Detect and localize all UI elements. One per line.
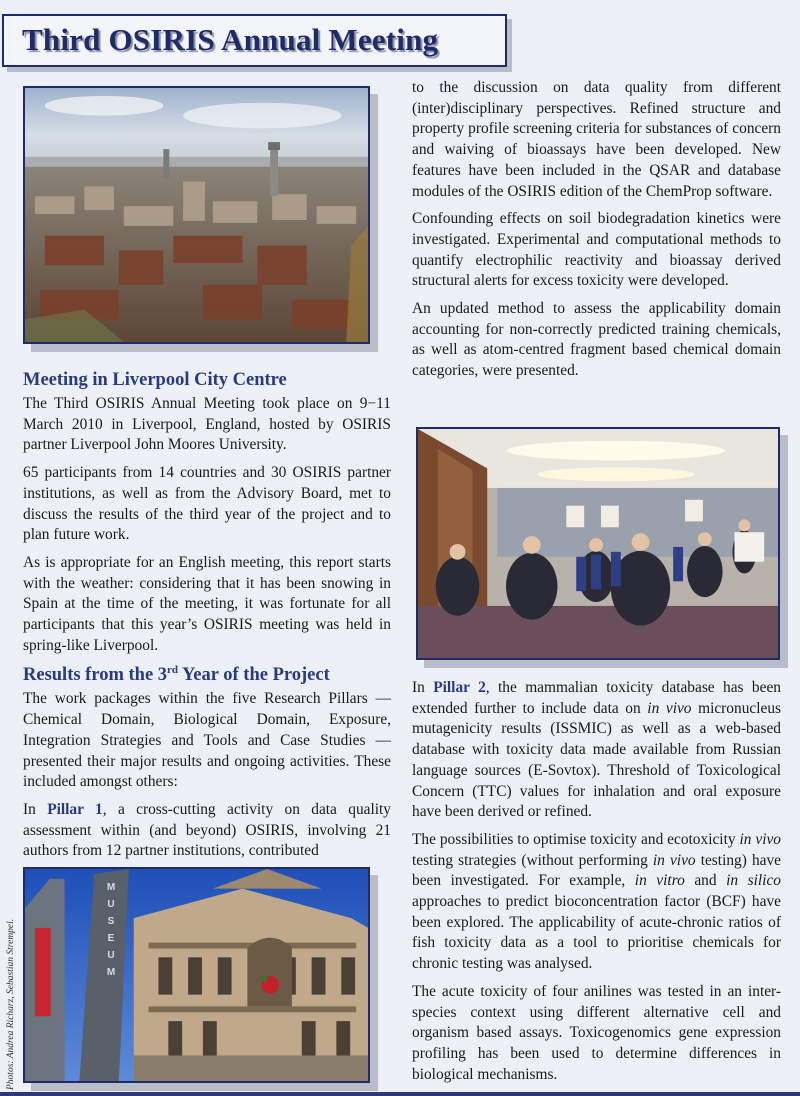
right-column-bottom xyxy=(412,678,781,1092)
conference-room-photo xyxy=(416,427,780,660)
page-title: Third OSIRIS Annual Meeting xyxy=(22,22,439,57)
paragraph: The Third OSIRIS Annual Meeting took place on 9−11 March 2010 in Liverpool, England, hosted by OSIRIS partner Liverpool John Moores University. xyxy=(23,395,391,454)
paragraph: The work packages within the five Research Pillars — Chemical Domain, Biological Domain, Exposure, Integration Strategies and Tools and Case Studies — presented their major results and ongoing activities. These included amongst others: xyxy=(23,690,391,791)
museum-photo xyxy=(23,867,370,1083)
right-column-top xyxy=(412,78,781,389)
paragraph: to the discussion on data quality from different (inter)disciplinary perspectives. Refined structure and property profile screening criteria for substances of concern and waiving of bioassays have been developed. New features have been included in the QSAR and database modules of the OSIRIS edition of the ChemProp software. xyxy=(412,79,781,200)
section-heading-liverpool: Meeting in Liverpool City Centre xyxy=(23,370,287,390)
left-column xyxy=(23,369,391,869)
paragraph: The possibilities to optimise toxicity and ecotoxicity in vivo testing strategies (without performing in vivo testing) have been investigated. For example, in vitro and in silico approaches to predict bioconcentration factor (BCF) have been explored. The applicability of acute-chronic ratios of fish toxicity data as a tool to prioritise chemicals for chronic testing was analysed. xyxy=(412,830,782,973)
paragraph: In Pillar 1, a cross-cutting activity on data quality assessment within (and beyond) OSIRIS, involving 21 authors from 12 partner institutions, contributed xyxy=(23,800,391,860)
museum-sign: M U S E U M xyxy=(106,882,116,978)
liverpool-aerial-photo xyxy=(23,86,370,344)
paragraph: 65 participants from 14 countries and 30 OSIRIS partner institutions, as well as from the Advisory Board, met to discuss the results of the third year of the project and to plan future work. xyxy=(23,464,391,544)
bottom-rule xyxy=(0,1092,800,1096)
paragraph: As is appropriate for an English meeting, this report starts with the weather: considering that it has been snowing in Spain at the time of the meeting, it was fortunate for all participants that this year’s OSIRIS meeting was held in spring-like Liverpool. xyxy=(23,553,391,654)
pillar-1-label: Pillar 1 xyxy=(47,800,103,818)
pillar-2-label: Pillar 2 xyxy=(433,679,486,696)
section-heading-results: Results from the 3rd Year of the Project xyxy=(23,664,330,686)
paragraph: Confounding effects on soil biodegradation kinetics were investigated. Experimental and computational methods to quantify electrophilic reactivity and bioassay derived structural alerts for excess toxicity were developed. xyxy=(412,210,781,290)
paragraph: In Pillar 2, the mammalian toxicity database has been extended further to include data on in vivo micronucleus mutagenicity results (ISSMIC) as well as a web-based database with toxicity data made available from Russian language sources (E-Sovtox). Threshold of Toxicological Concern (TTC) values for inhalation and oral exposure have been derived or refined. xyxy=(412,679,782,821)
title-box xyxy=(2,14,507,67)
paragraph: The acute toxicity of four anilines was tested in an inter-species context using different alternative cell and organism based assays. Toxicogenomics gene expression profiling has been used to determine differences in biological mechanisms. xyxy=(412,982,781,1083)
paragraph: An updated method to assess the applicability domain accounting for non-correctly predicted training chemicals, as well as atom-centred fragment based chemical domain categories, were presented. xyxy=(412,300,781,380)
photo-credit: Photos: Andrea Richarz, Sebastian Strempel. xyxy=(6,918,16,1090)
